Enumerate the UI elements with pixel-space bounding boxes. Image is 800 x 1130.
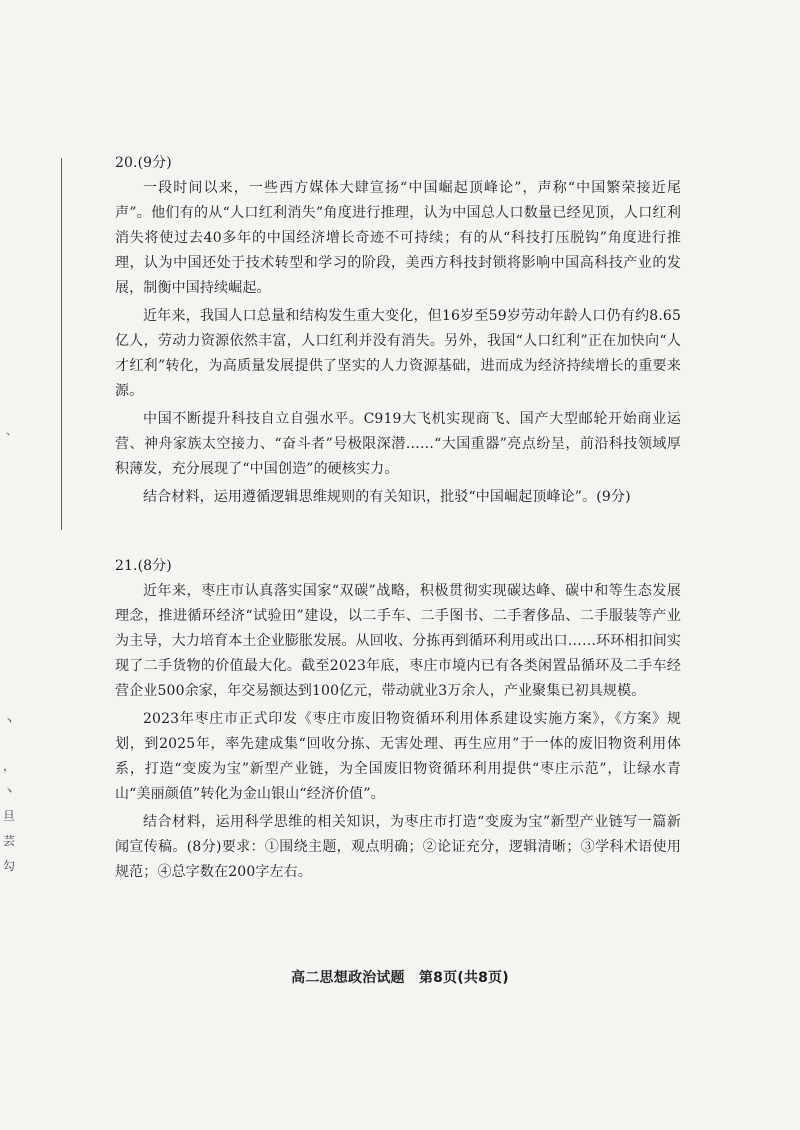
- left-margin-fragment: 丶: [3, 784, 16, 798]
- left-margin-fragment: ，: [3, 759, 16, 773]
- exam-content: [115, 152, 681, 888]
- left-margin-fragment: 、: [6, 424, 17, 437]
- left-margin-fragment: 芸: [3, 834, 16, 848]
- question-20-paragraph: 近年来，我国人口总量和结构发生重大变化，但16岁至59岁劳动年龄人口仍有约8.65亿人，劳动力资源依然丰富，人口红利并没有消失。另外，我国“人口红利”正在加快向“人才红利”转化，为高质量发展提供了坚实的人力资源基础，进而成为经济持续增长的重要来源。: [115, 308, 681, 399]
- page-footer: 高二思想政治试题 第8页(共8页): [291, 970, 509, 986]
- question-21: [115, 555, 681, 885]
- question-20-paragraph: 一段时间以来，一些西方媒体大肆宣扬“中国崛起顶峰论”，声称“中国繁荣接近尾声”。他们有的从“人口红利消失”角度进行推理，认为中国总人口数量已经见顶，人口红利消失将使过去40多年的中国经济增长奇迹不可持续；有的从“科技打压脱钩”角度进行推理，认为中国还处于技术转型和学习的阶段，美西方科技封锁将影响中国高科技产业的发展，制衡中国持续崛起。: [115, 180, 681, 296]
- left-margin-fragment: 勾: [3, 859, 16, 873]
- left-margin-fragment: 旦: [3, 809, 16, 823]
- question-21-paragraph: 近年来，枣庄市认真落实国家“双碳”战略，积极贯彻实现碳达峰、碳中和等生态发展理念，推进循环经济“试验田”建设，以二手车、二手图书、二手奢侈品、二手服装等产业为主导，大力培育本土企业膨胀发展。从回收、分拣再到循环利用或出口……环环相扣间实现了二手货物的价值最大化。截至2023年底，枣庄市境内已有各类闲置品循环及二手车经营企业500余家，年交易额达到100亿元，带动就业3万余人，产业聚集已初具规模。: [115, 583, 681, 699]
- left-margin-fragment: 丶: [3, 714, 16, 728]
- question-20-prompt: 结合材料，运用遵循逻辑思维规则的有关知识，批驳“中国崛起顶峰论”。(9分): [143, 489, 631, 505]
- question-21-prompt: 结合材料，运用科学思维的相关知识，为枣庄市打造“变废为宝”新型产业链写一篇新闻宣传稿。(8分)要求：①围绕主题，观点明确；②论证充分，逻辑清晰；③学科术语使用规范；④总字数在200字左右。: [115, 814, 681, 880]
- left-margin-line: [61, 158, 62, 530]
- question-20-number: 20.(9分): [115, 155, 172, 171]
- left-margin-fragments: [0, 715, 18, 895]
- question-20-paragraph: 中国不断提升科技自立自强水平。C919大飞机实现商飞、国产大型邮轮开始商业运营、神舟家族太空接力、“奋斗者”号极限深潜……“大国重器”亮点纷呈，前沿科技领域厚积薄发，充分展现了“中国创造”的硬核实力。: [115, 411, 681, 477]
- question-21-number: 21.(8分): [115, 558, 172, 574]
- question-20: [115, 152, 681, 510]
- question-21-paragraph: 2023年枣庄市正式印发《枣庄市废旧物资循环利用体系建设实施方案》，《方案》规划，到2025年，率先建成集“回收分拣、无害处理、再生应用”于一体的废旧物资利用体系，打造“变废为宝”新型产业链，为全国废旧物资循环利用提供“枣庄示范”，让绿水青山“美丽颜值”转化为金山银山“经济价值”。: [115, 711, 681, 802]
